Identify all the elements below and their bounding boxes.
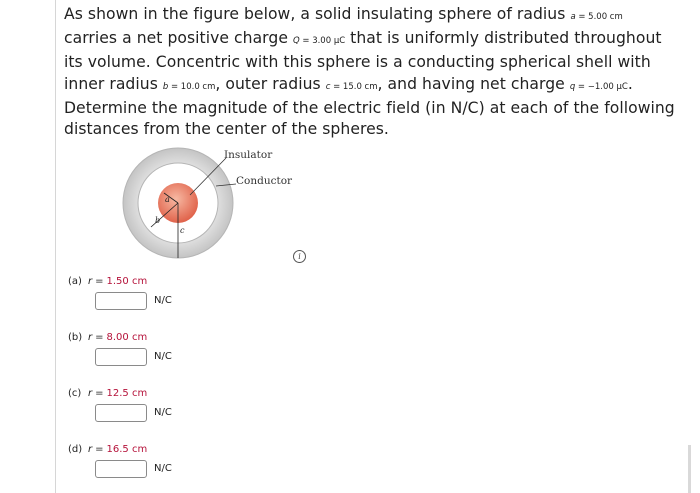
part-d-prompt: (d) r = 16.5 cm [68,444,148,455]
part-b-unit: N/C [154,351,172,362]
part-a-unit: N/C [154,295,172,306]
given-b: b = 10.0 cm [162,81,216,92]
spheres-figure [118,140,418,270]
left-margin-rule [55,0,56,493]
part-c-prompt: (c) r = 12.5 cm [68,388,148,399]
conductor-label: Conductor [236,175,293,187]
part-a-prompt: (a) r = 1.50 cm [68,276,148,287]
label-a: a [165,195,170,204]
label-c: c [180,226,185,235]
given-q: q = −1.00 μC [569,81,628,92]
given-c: c = 15.0 cm [325,81,378,92]
part-c-unit: N/C [154,407,172,418]
info-icon[interactable]: i [293,250,306,263]
given-Q: Q = 3.00 μC [292,36,346,47]
part-b-prompt: (b) r = 8.00 cm [68,332,148,343]
part-b-answer-input[interactable] [95,348,147,366]
problem-statement: As shown in the figure below, a solid insulating sphere of radius a = 5.00 cm carries a net positive charge Q = 3.00 μC that is uniformly distributed throughout its volume. Concentric with this sphere is a conducting spherical shell with inner radius b = 10.0 cm, outer radius c = 15.0 cm, and having net charge q = −1.00 μC. Determine the magnitude of the electric field (in N/C) at each of the following distances from the center of the spheres. [64,5,675,139]
part-c-answer-input[interactable] [95,404,147,422]
part-d-answer-input[interactable] [95,460,147,478]
part-d-unit: N/C [154,463,172,474]
label-b: b [155,216,161,225]
insulator-label: Insulator [224,149,273,161]
scrollbar[interactable] [688,445,691,493]
given-a: a = 5.00 cm [570,12,623,22]
part-a-answer-input[interactable] [95,292,147,310]
